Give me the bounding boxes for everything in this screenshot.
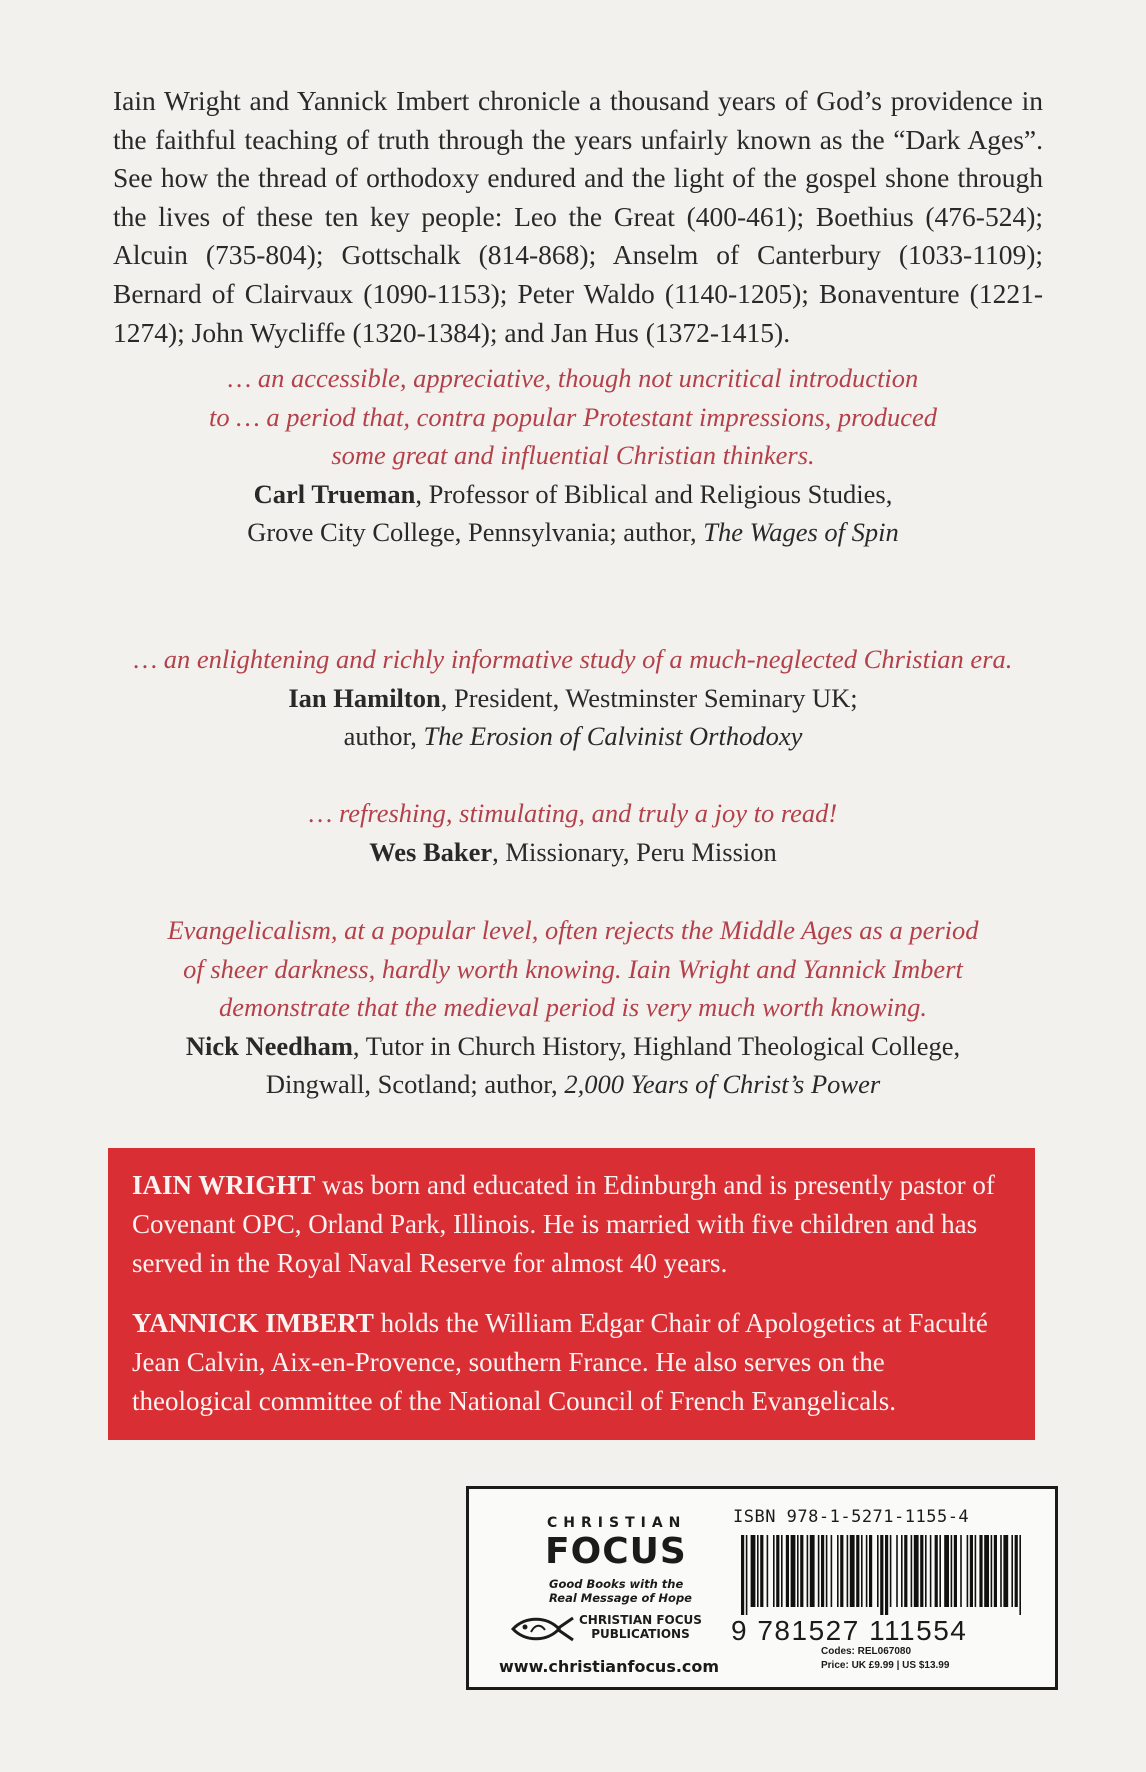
author-bio [132,1166,1011,1283]
review-quote-line: Evangelicalism, at a popular level, often rejects the Middle Ages as a period [167,915,979,945]
reviewer-role: , Missionary, Peru Mission [492,836,777,867]
barcode-bar [975,1535,977,1607]
barcode-bar [850,1535,855,1607]
barcode-bar [896,1535,898,1607]
barcode-bar [979,1535,982,1607]
barcode-bar [856,1535,859,1607]
review-attribution [0,1027,1146,1066]
author-bio-panel [108,1148,1035,1440]
barcode-bar [786,1535,789,1607]
author-name: IAIN WRIGHT [132,1170,316,1200]
barcode-bar [901,1535,903,1607]
review-attribution [0,679,1146,718]
barcode-bar [939,1535,941,1607]
reviewer-role: , President, Westminster Seminary UK; [440,682,858,713]
barcode-bar [866,1535,868,1607]
author-bio [132,1304,1011,1421]
barcode-bar [880,1535,883,1615]
barcode-bar [970,1535,973,1607]
author-bio-text: holds the William Edgar Chair of Apologetics at Faculté Jean Calvin, Aix-en-Provence, southern France. He also serves on the theological committee of the National Council of French Evangelicals. [132,1308,988,1416]
reviewer-role: author, [343,721,424,751]
barcode-bar [951,1535,953,1607]
publisher-website: www.christianfocus.com [499,1657,720,1676]
review-attribution [0,513,1146,552]
price-label: Price: UK £9.99 | US $13.99 [821,1660,950,1671]
reviewer-book: The Wages of Spin [703,517,899,547]
publisher-logo [487,1497,727,1685]
author-name: YANNICK IMBERT [132,1308,374,1338]
barcode-bar [930,1535,932,1607]
barcode-digits: 9 781527 111554 [731,1615,968,1646]
barcode-bar [821,1535,824,1607]
barcode-bar [904,1535,907,1607]
publisher-logo-wordmark: FOCUS [545,1531,687,1572]
barcode-bar [818,1535,820,1607]
barcode-bar [925,1535,927,1607]
barcode-bar [890,1535,892,1607]
barcode-bar [791,1535,796,1607]
publisher-imprint [579,1613,702,1641]
barcode-bar [760,1535,763,1607]
barcode-bar [1000,1535,1002,1607]
category-code: Codes: REL067080 [821,1646,912,1657]
reviewer-name: Carl Trueman [253,478,416,509]
barcode-bar [920,1535,923,1607]
barcode-bar [861,1535,863,1607]
review-quote-line: to … a period that, contra popular Protestant impressions, produced [209,401,937,432]
barcode-bar [877,1535,879,1607]
reviewer-role: , Tutor in Church History, Highland Theological College, [352,1030,961,1061]
review-quote-line: some great and influential Christian thinkers. [331,440,815,470]
barcode-bar [847,1535,849,1607]
barcode-bar [837,1535,839,1607]
book-description: Iain Wright and Yannick Imbert chronicle a thousand years of God’s providence in the faithful teaching of truth through the years unfairly known as the “Dark Ages”. See how the thread of orthodoxy endured and the light of the gospel shone through the lives of these ten key people: Leo the Great (400-461); Boethius (476-524); Alcuin (735-804); Gottschalk (814-868); Anselm of Canterbury (1033-1109); Bernard of Clairvaux (1090-1153); Peter Waldo (1140-1205); Bonaventure (1221-1274); John Wycliffe (1320-1384); and Jan Hus (1372-1415). [113,85,1043,348]
barcode-bar [967,1535,969,1607]
barcode-bar [1015,1535,1018,1607]
barcode-bar [757,1535,759,1607]
barcode-bar [767,1535,769,1607]
barcode-codes [821,1645,949,1673]
reviewer-name: Wes Baker [369,836,493,867]
barcode-bar [954,1535,957,1607]
barcode-bar [984,1535,989,1607]
barcode-bar [935,1535,938,1607]
publisher-imprint-line: PUBLICATIONS [591,1627,690,1641]
barcode-bar [840,1535,843,1607]
barcode-graphic [733,1535,1029,1615]
isbn-label: ISBN 978-1-5271-1155-4 [733,1507,970,1527]
review-quote-line: of sheer darkness, hardly worth knowing. Iain Wright and Yannick Imbert [183,953,963,984]
barcode-bar [807,1535,809,1607]
barcode-bar [1019,1535,1021,1615]
barcode-bar [831,1535,833,1607]
publisher-barcode-box [466,1486,1058,1690]
barcode-bar [1003,1535,1008,1607]
review-attribution [0,475,1146,514]
reviewer-role: Grove City College, Pennsylvania; author, [247,517,704,547]
review-attribution [0,717,1146,756]
reviewer-book: 2,000 Years of Christ’s Power [564,1069,881,1099]
review-attribution [0,1065,1146,1104]
barcode-bar [800,1535,803,1607]
review-quote-line: demonstrate that the medieval period is very much worth knowing. [218,992,928,1022]
barcode-bar [991,1535,993,1607]
barcode-bar [994,1535,997,1607]
review-quote-line: … refreshing, stimulating, and truly a joy to read! [308,798,838,828]
barcode-bar [797,1535,799,1607]
barcode-bar [746,1535,748,1615]
barcode-bar [826,1535,828,1607]
publisher-logo-top: CHRISTIAN [547,1515,687,1531]
fish-icon [511,1614,575,1644]
publisher-tagline-line: Good Books with the [549,1577,684,1591]
reviewer-role: , Professor of Biblical and Religious Studies, [415,478,893,509]
barcode-bar [751,1535,756,1607]
reviewer-role: Dingwall, Scotland; author, [265,1069,565,1099]
publisher-tagline [549,1577,692,1605]
barcode-bar [944,1535,949,1607]
barcode-bar [960,1535,962,1607]
review-attribution [0,833,1146,872]
barcode-bar [781,1535,783,1607]
barcode-bar [741,1535,744,1615]
barcode-bar [810,1535,815,1607]
review-quote-line: … an enlightening and richly informative study of a much-neglected Christian era. [133,644,1013,674]
reviewer-book: The Erosion of Calvinist Orthodoxy [423,721,803,751]
author-bio-text: was born and educated in Edinburgh and is presently pastor of Covenant OPC, Orland Park, Illinois. He is married with five children and has served in the Royal Naval Reserve for almost 40 years. [132,1170,995,1278]
reviewer-name: Ian Hamilton [288,682,441,713]
barcode-bar [776,1535,779,1607]
review-hamilton [0,640,1146,756]
review-needham [0,911,1146,1104]
review-quote-line: … an accessible, appreciative, though not uncritical introduction [227,363,919,393]
review-trueman [0,359,1146,552]
barcode-bar [911,1535,913,1607]
barcode-bar [1011,1535,1013,1607]
publisher-tagline-line: Real Message of Hope [549,1591,692,1605]
review-baker [0,794,1146,871]
barcode-bar [773,1535,775,1607]
barcode-bar [914,1535,919,1607]
barcode-bar [885,1535,888,1615]
reviewer-name: Nick Needham [185,1030,353,1061]
publisher-imprint-line: CHRISTIAN FOCUS [579,1613,702,1627]
barcode-bar [869,1535,872,1607]
